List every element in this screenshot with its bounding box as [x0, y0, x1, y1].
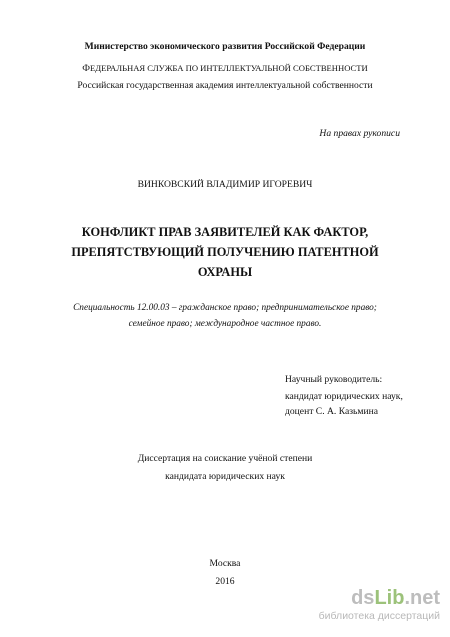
logo-lib: Lib: [374, 587, 405, 609]
title-line-2: ПРЕПЯТСТВУЮЩИЙ ПОЛУЧЕНИЮ ПАТЕНТНОЙ: [71, 245, 379, 259]
academy-heading: Российская государственная академия интеллектуальной собственности: [77, 80, 373, 91]
year: 2016: [215, 576, 235, 587]
supervisor-name: доцент С. А. Казьмина: [285, 406, 379, 417]
supervisor-degree: кандидат юридических наук,: [285, 391, 403, 402]
dissertation-line-1: Диссертация на соискание учёной степени: [137, 453, 313, 464]
specialty-line-2: семейное право; международное частное право.: [128, 319, 322, 329]
agency-first-letter: Ф: [82, 63, 90, 74]
logo-ds: ds: [351, 587, 375, 609]
title-line-1: КОНФЛИКТ ПРАВ ЗАЯВИТЕЛЕЙ КАК ФАКТОР,: [81, 225, 369, 239]
dslib-logo: [351, 586, 440, 610]
dissertation-line-2: кандидата юридических наук: [165, 471, 285, 482]
agency-rest: ЕДЕРАЛЬНАЯ СЛУЖБА ПО ИНТЕЛЛЕКТУАЛЬНОЙ СОБСТВЕННОСТИ: [90, 63, 368, 73]
agency-heading: [0, 62, 450, 75]
logo-net: .net: [404, 587, 440, 609]
supervisor-label: Научный руководитель:: [285, 374, 383, 385]
specialty-line-1: Специальность 12.00.03 – гражданское право; предпринимательское право;: [73, 303, 377, 313]
author-name: ВИНКОВСКИЙ ВЛАДИМИР ИГОРЕВИЧ: [137, 179, 313, 190]
title-line-3: ОХРАНЫ: [197, 265, 253, 279]
watermark-caption: библиотека диссертаций: [318, 610, 440, 622]
dslib-watermark[interactable]: [290, 586, 440, 626]
ministry-heading: Министерство экономического развития Российской Федерации: [84, 41, 366, 52]
manuscript-note: На правах рукописи: [319, 128, 400, 139]
city: Москва: [209, 558, 241, 569]
